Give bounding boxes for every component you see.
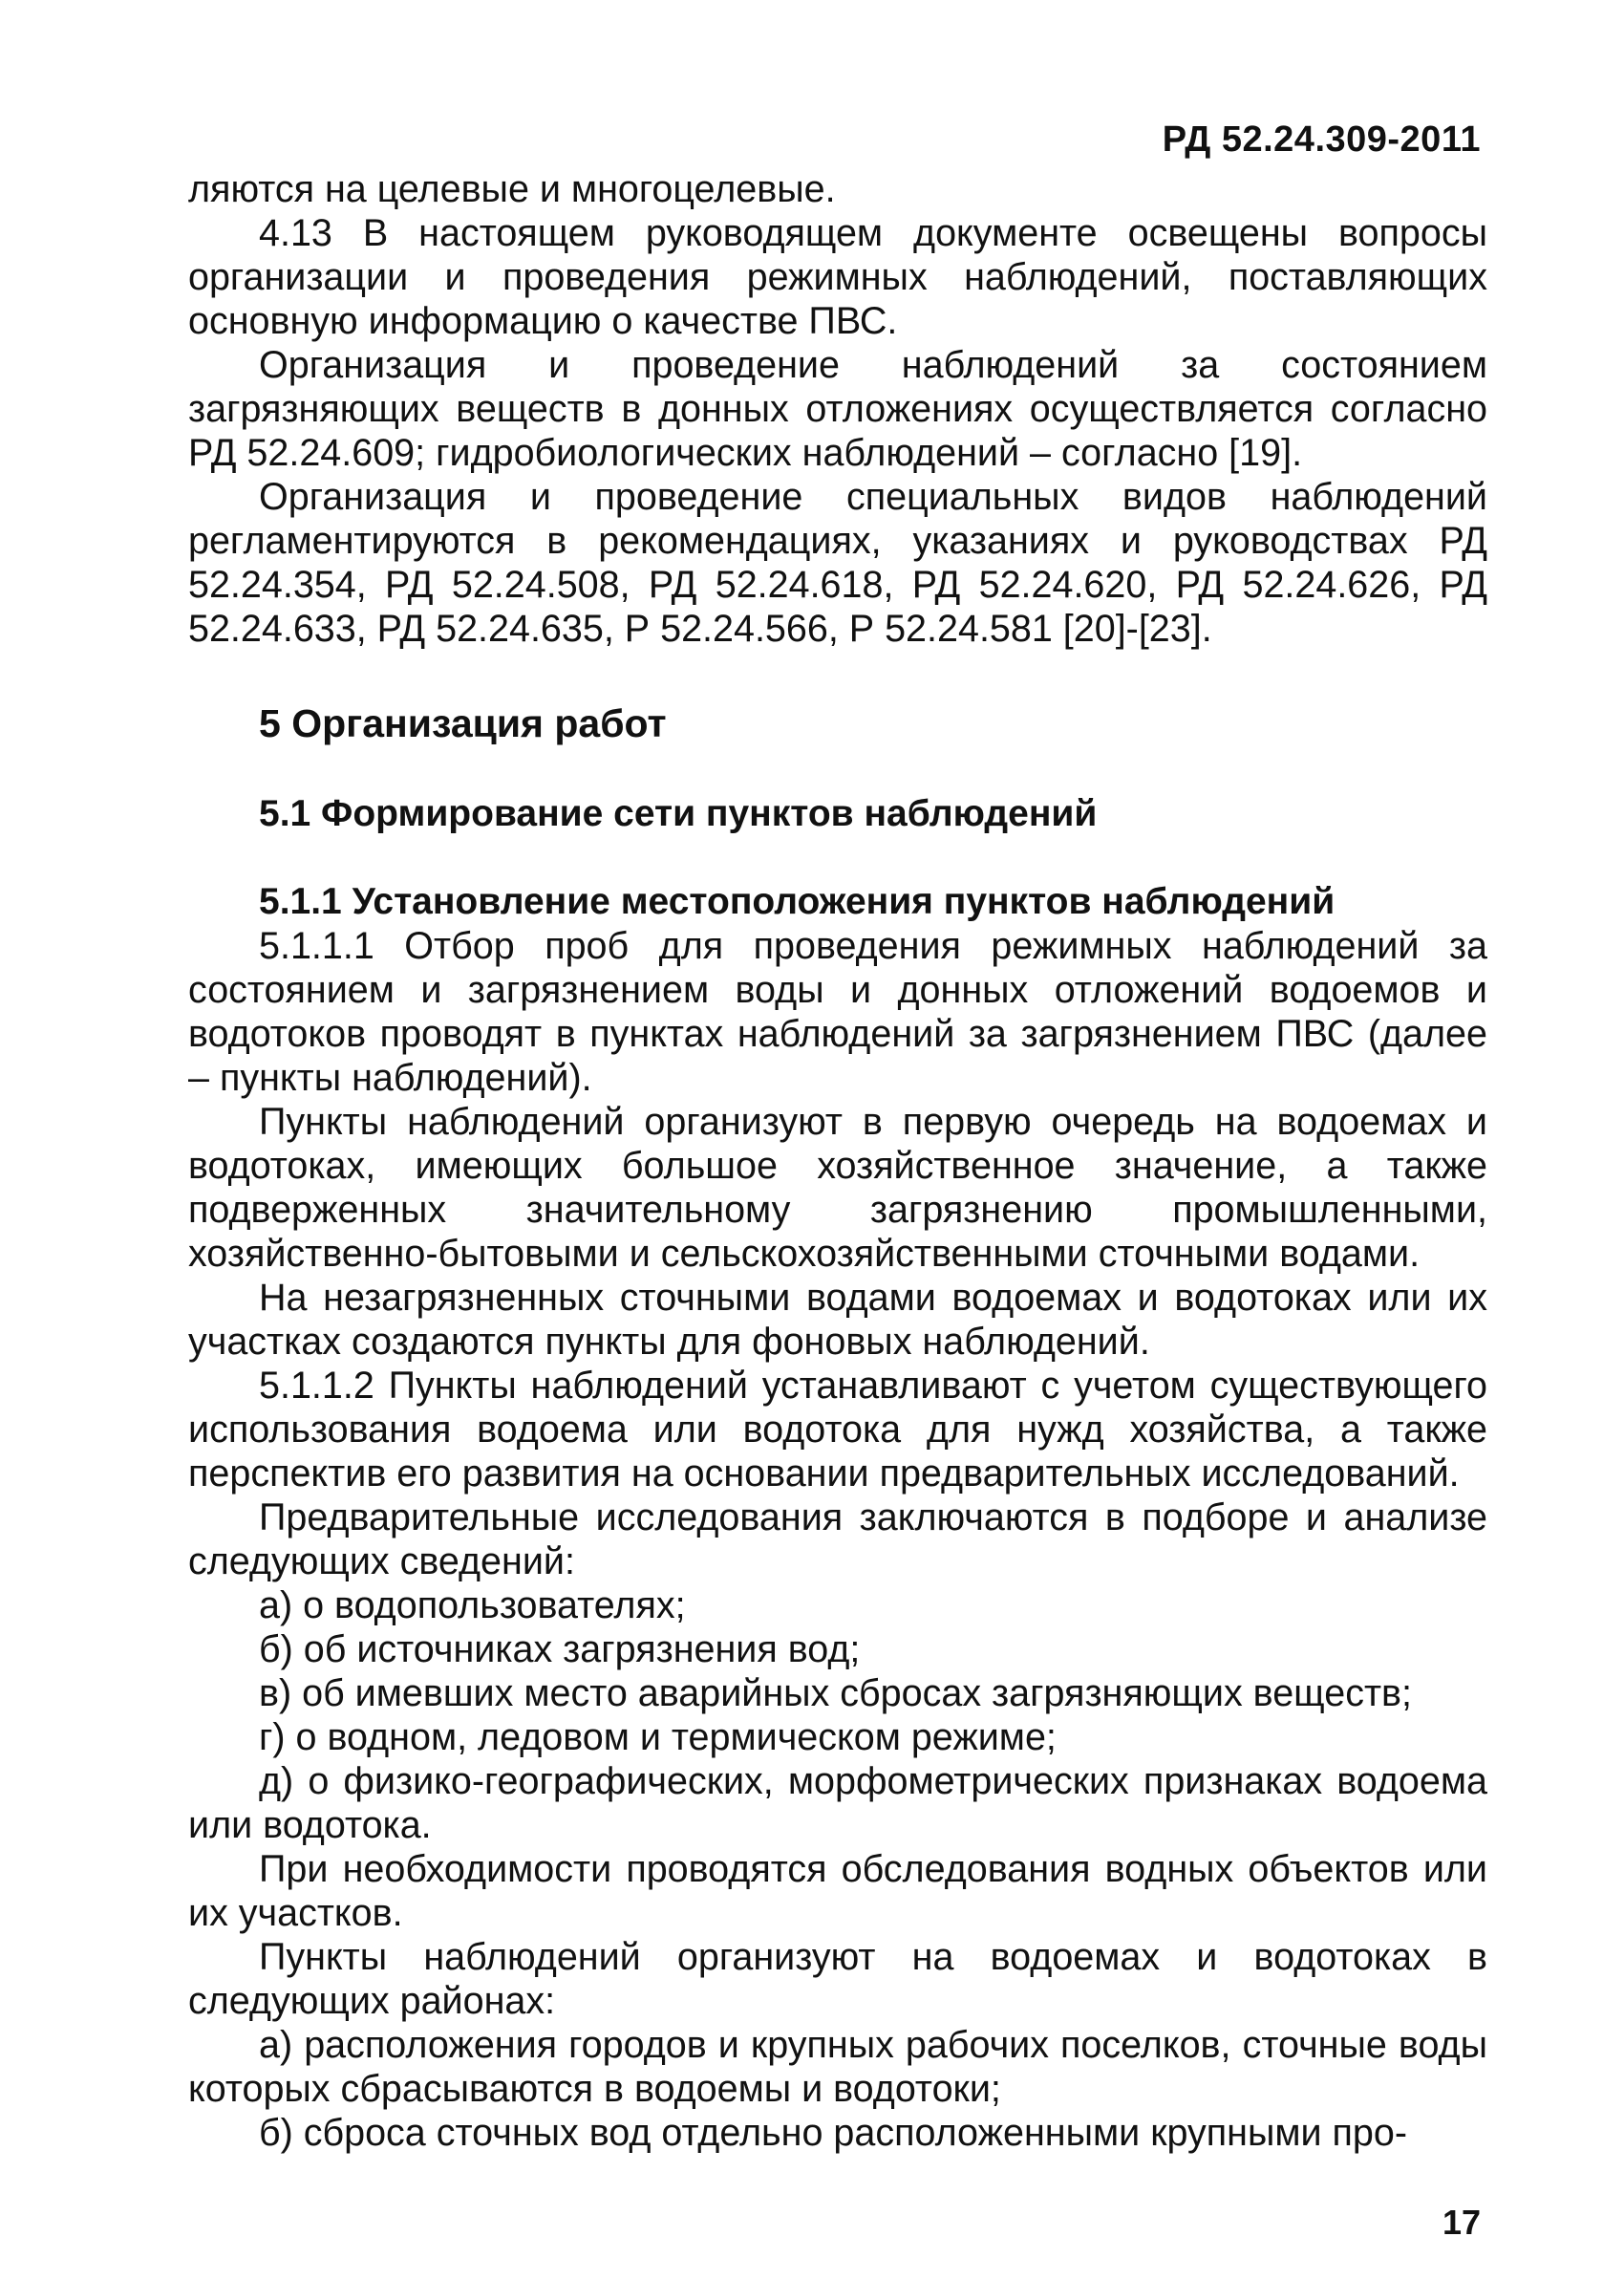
paragraph-organization-special: Организация и проведение специальных видов наблюдений регламентируются в рекомендациях, указаниях и руководствах РД 52.24.354, РД 52.24.508, РД 52.24.618, РД 52.24.620, РД 52.24.626, РД 52.24.633, РД 52.24.635, Р 52.24.566, Р 52.24.581 [20]-[23]. <box>188 476 1487 650</box>
paragraph-surveys: При необходимости проводятся обследования водных объектов или их участков. <box>188 1848 1487 1934</box>
paragraph-background-points: На незагрязненных сточными водами водоемах и водотоках или их участках создаются пункты для фоновых наблюдений. <box>188 1277 1487 1363</box>
paragraph-organization-sediments: Организация и проведение наблюдений за состоянием загрязняющих веществ в донных отложениях осуществляется согласно РД 52.24.609; гидробиологических наблюдений – согласно [19]. <box>188 344 1487 474</box>
list-item: а) о водопользователях; <box>259 1584 686 1626</box>
paragraph-5-1-1-1: 5.1.1.1 Отбор проб для проведения режимных наблюдений за состоянием и загрязнением воды и донных отложений водоемов и водотоков проводят в пунктах наблюдений за загрязнением ПВС (далее – пункты наблюдений). <box>188 925 1487 1099</box>
page-number: 17 <box>1442 2203 1481 2242</box>
paragraph-points-regions: Пункты наблюдений организуют на водоемах и водотоках в следующих районах: <box>188 1936 1487 2022</box>
list-item: а) расположения городов и крупных рабочих поселков, сточные воды которых сбрасываются в водоемы и водотоки; <box>188 2024 1487 2110</box>
list-item: б) сброса сточных вод отдельно расположенными крупными про- <box>259 2112 1408 2154</box>
section-5-1-1-heading: 5.1.1 Установление местоположения пунктов наблюдений <box>259 881 1336 922</box>
paragraph-4-13: 4.13 В настоящем руководящем документе освещены вопросы организации и проведения режимных наблюдений, поставляющих основную информацию о качестве ПВС. <box>188 212 1487 342</box>
paragraph-5-1-1-2: 5.1.1.2 Пункты наблюдений устанавливают с учетом существующего использования водоема или водотока для нужд хозяйства, а также перспектив его развития на основании предварительных исследований. <box>188 1365 1487 1495</box>
document-code-header: РД 52.24.309-2011 <box>1162 119 1481 160</box>
list-item: д) о физико-географических, морфометрических признаках водоема или водотока. <box>188 1760 1487 1846</box>
paragraph-continuation: ляются на целевые и многоцелевые. <box>188 168 836 210</box>
section-5-heading: 5 Организация работ <box>259 701 667 745</box>
paragraph-points-priority: Пункты наблюдений организуют в первую очередь на водоемах и водотоках, имеющих большое хозяйственное значение, а также подверженных значительному загрязнению промышленными, хозяйственно-бытовыми и сельскохозяйственными сточными водами. <box>188 1101 1487 1275</box>
paragraph-preliminary-studies: Предварительные исследования заключаются в подборе и анализе следующих сведений: <box>188 1496 1487 1582</box>
list-item: б) об источниках загрязнения вод; <box>259 1628 861 1670</box>
list-item: в) об имевших место аварийных сбросах загрязняющих веществ; <box>259 1672 1413 1714</box>
list-item: г) о водном, ледовом и термическом режиме; <box>259 1716 1057 1758</box>
page-content <box>188 167 1487 2155</box>
section-5-1-heading: 5.1 Формирование сети пунктов наблюдений <box>259 793 1098 834</box>
